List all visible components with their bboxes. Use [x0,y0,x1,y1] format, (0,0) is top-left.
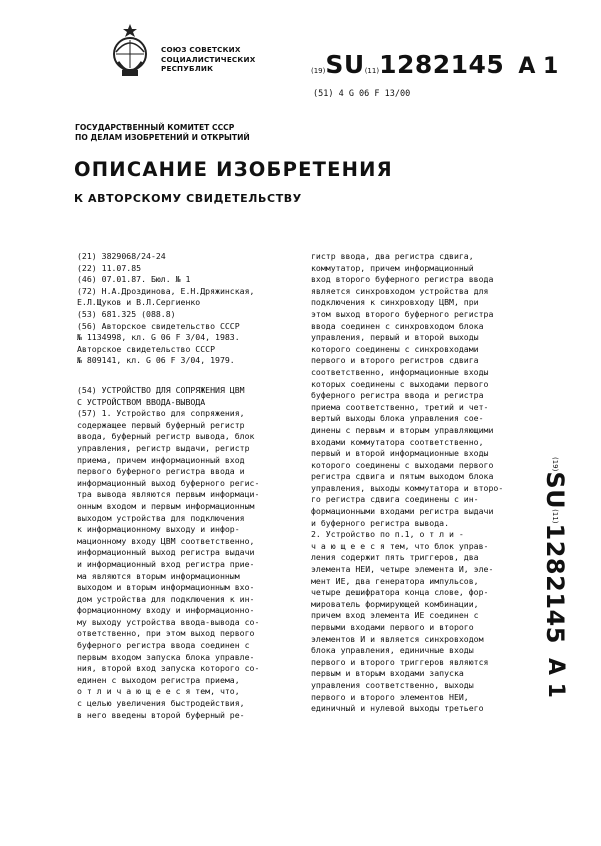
text-line: (56) Авторское свидетельство СССР [77,320,240,331]
text-line: (22) 11.07.85 [77,262,142,273]
text-line: мент ИЕ, два генератора импульсов, [311,575,479,586]
text-line: вход второго буферного регистра ввода [311,274,494,285]
text-line: Е.Л.Щуков и В.Л.Сергиенко [77,297,201,308]
text-line: 2. Устройство по п.1, о т л и - [311,529,464,540]
text-line: го регистра сдвига соединены с ин- [311,494,479,505]
text-line: и информационный вход регистра прие- [77,558,255,569]
text-line: информационный выход регистра выдачи [77,547,255,558]
kind-code: A 1 [543,657,568,698]
text-line: к информационному выходу и инфор- [77,524,240,535]
text-line: ввода соединен с синхровходом блока [311,320,484,331]
text-line: единичный и нулевой выходы третьего [311,703,484,714]
text-line: регистра сдвига и пятым выходом блока [311,471,494,482]
patent-number: 1282145 [541,523,569,644]
text-line: динены с первым и вторым управляющими [311,424,494,435]
text-line: выходом и вторым информационным вхо- [77,582,255,593]
text-line: С УСТРОЙСТВОМ ВВОДА-ВЫВОДА [77,396,206,407]
text-line: мационному входу ЦВМ соответственно, [77,535,255,546]
document-title: ОПИСАНИЕ ИЗОБРЕТЕНИЯ [74,158,393,181]
text-line: управления, регистр выдачи, регистр [77,442,250,453]
text-line: выходом устройства для подключения [77,512,245,523]
text-line: Авторское свидетельство СССР [77,343,216,354]
text-line: ч а ю щ е е с я тем, что блок управ- [311,540,489,551]
kind-code: A 1 [518,54,559,79]
text-line: четыре дешифратора конца слове, фор- [311,587,489,598]
committee-line: ПО ДЕЛАМ ИЗОБРЕТЕНИЙ И ОТКРЫТИЙ [75,133,250,142]
country-code: SU [325,50,365,79]
text-line: единен с выходом регистра приема, [77,674,240,685]
text-line: ввода, буферный регистр вывода, блок [77,431,255,442]
num-prefix: (11) [551,509,559,524]
document-subtitle: К АВТОРСКОМУ СВИДЕТЕЛЬСТВУ [74,192,302,205]
text-line: соответственно, информационные входы [311,366,489,377]
text-line: № 809141, кл. G 06 F 3/04, 1979. [77,355,235,366]
text-line: первого буферного регистра ввода и [77,466,245,477]
text-line: первым и вторым входами запуска [311,668,464,679]
text-line: (72) Н.А.Дроздинова, Е.Н.Дряжинская, [77,285,255,296]
text-line: первыми входами первого и второго [311,622,474,632]
pub-prefix: (19) [551,457,559,472]
text-line: которых соединены с выходами первого [311,378,489,389]
text-line: в него введены второй буферный ре- [77,709,245,720]
text-line: (53) 681.325 (088.8) [77,308,176,319]
committee-name [75,123,250,143]
organization-name [161,45,255,74]
text-line: дом устройства для подключения к ин- [77,593,255,604]
org-line: СОЮЗ СОВЕТСКИХ [161,45,241,54]
text-line: (54) УСТРОЙСТВО ДЛЯ СОПРЯЖЕНИЯ ЦВМ [77,385,245,395]
vertical-patent-number [541,457,569,698]
text-line: коммутатор, причем информационный [311,262,474,273]
text-line: которого соединены с синхровходами [311,343,479,354]
text-line: приема соответственно, третий и чет- [311,401,489,412]
text-line: информационный выход буферного регис- [77,477,260,488]
ipc-classification: (51) 4 G 06 F 13/00 [313,89,411,99]
text-line: № 1134998, кл. G 06 F 3/04, 1983. [77,332,240,343]
text-line: гистр ввода, два регистра сдвига, [311,251,474,261]
claims-left-column [77,385,299,721]
state-emblem-icon [108,22,152,84]
text-line: первого и второго элементов НЕИ, [311,691,469,702]
num-prefix: (11) [364,67,380,75]
text-line: первый и второй информационные входы [311,448,489,459]
text-line: элемента НЕИ, четыре элемента И, эле- [311,564,494,575]
text-line: о т л и ч а ю щ е е с я тем, что, [77,686,240,697]
text-line: ния, второй вход запуска которого со- [77,663,260,674]
org-line: СОЦИАЛИСТИЧЕСКИХ [161,54,256,64]
text-line: вертый выходы блока управления сое- [311,413,484,424]
text-line: формационному входу и информационно- [77,605,255,616]
text-line: мирователь формирующей комбинации, [311,598,479,609]
text-line: тра вывода являются первым информаци- [77,489,260,500]
claims-right-column [311,251,533,715]
text-line: и буферного регистра вывода. [311,517,450,528]
text-line: ответственно, при этом выход первого [77,628,255,639]
text-line: входами коммутатора соответственно, [311,436,484,447]
text-line: элементов И и является синхровходом [311,633,484,644]
text-line: (46) 07.01.87. Бюл. № 1 [77,274,191,285]
text-line: причем вход элемента ИЕ соединен с [311,610,479,621]
text-line: первого и второго регистров сдвига [311,355,479,366]
text-line: блока управления, единичные входы [311,645,474,656]
country-code: SU [541,471,569,510]
text-line: му выходу устройства ввода-вывода со- [77,616,260,627]
bibliographic-data [77,251,299,367]
text-line: первым входом запуска блока управле- [77,651,255,662]
text-line: содержащее первый буферный регистр [77,419,245,430]
text-line: приема, причем информационный вход [77,454,245,465]
text-line: формационными входами регистра выдачи [311,506,494,517]
text-line: управления соответственно, выходы [311,679,474,690]
text-line: ма являются вторым информационным [77,570,240,581]
text-line: с целью увеличения быстродействия, [77,698,245,709]
publication-number [311,50,558,84]
text-line: первого и второго триггеров являются [311,656,489,667]
committee-line: ГОСУДАРСТВЕННЫЙ КОМИТЕТ СССР [75,123,235,132]
pub-prefix: (19) [311,67,326,75]
text-line: буферного регистра ввода и регистра [311,390,484,401]
text-line: онным входом и первым информационным [77,500,255,511]
text-line: (57) 1. Устройство для сопряжения, [77,408,245,419]
text-line: управления, выходы коммутатора и второ- [311,482,504,493]
text-line: подключения к синхровходу ЦВМ, при [311,297,479,308]
text-line: является синхровходом устройства для [311,285,489,296]
text-line: управления, первый и второй выходы [311,332,479,343]
text-line: (21) 3829068/24-24 [77,251,166,261]
text-line: ления содержит пять триггеров, два [311,552,479,563]
patent-number: 1282145 [379,50,505,79]
text-line: этом выход второго буферного регистра [311,308,494,319]
text-line: буферного регистра ввода соединен с [77,640,250,651]
text-line: которого соединены с выходами первого [311,459,494,470]
org-line: РЕСПУБЛИК [161,64,214,73]
